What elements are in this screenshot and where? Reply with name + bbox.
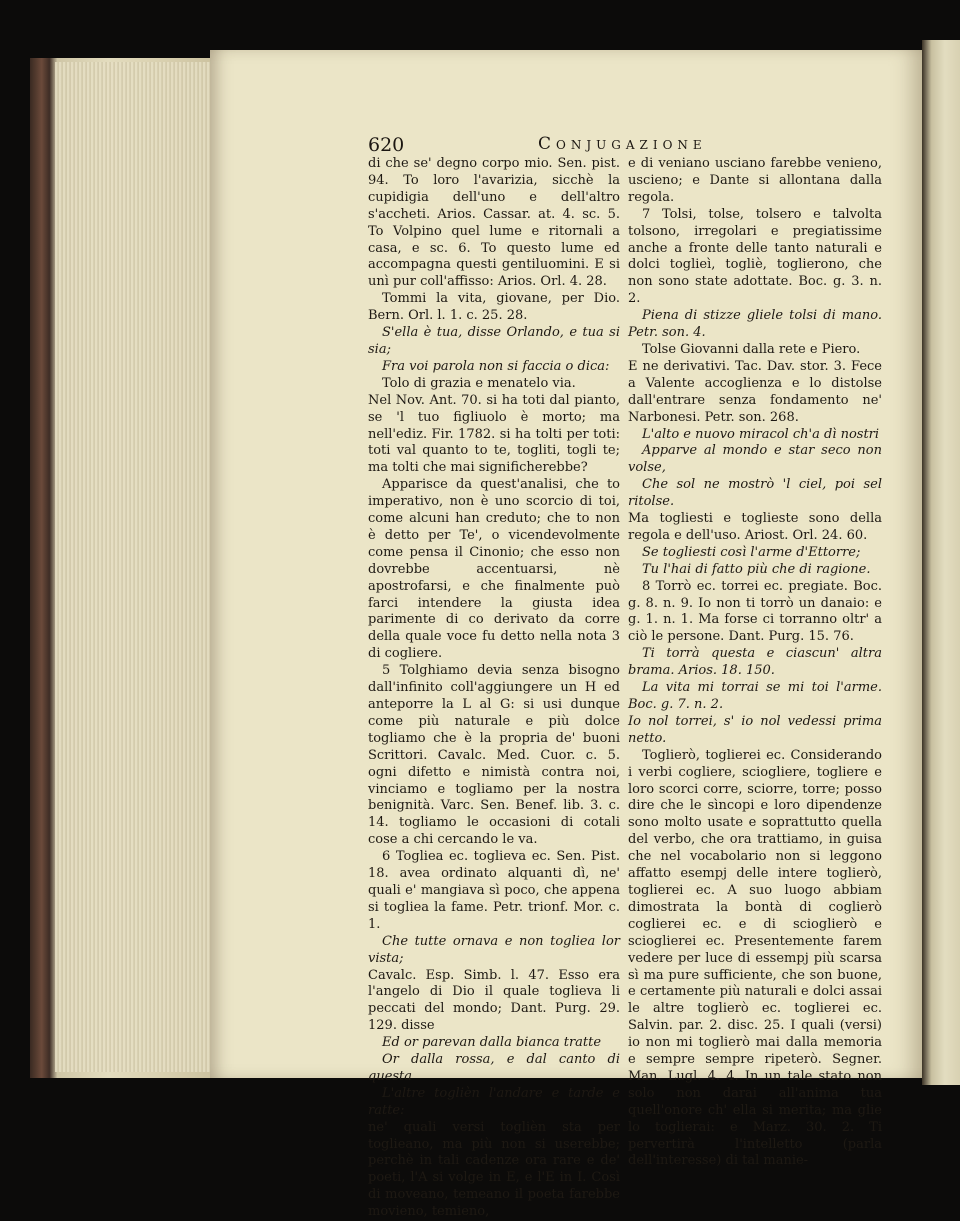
paragraph: Ti torrà questa e ciascun' altra brama. Arios. 18. 150. bbox=[628, 646, 882, 679]
paragraph: 7 Tolsi, tolse, tolsero e talvolta tolsono, irregolari e pregiatissime anche a fronte delle tanto naturali e dolci toglieì, togliè, toglierono, che non sono state adottate. Boc. g. 3. n. 2. bbox=[628, 206, 882, 307]
paragraph: Nel Nov. Ant. 70. si ha toti dal pianto, se 'l tuo figliuolo è morto; ma nell'ediz. Fir. 1782. si ha tolti per toti: toti val quanto to te, togliti, togli te; ma tolti che mai significherebbe? bbox=[368, 392, 620, 476]
stacked-leaves bbox=[55, 62, 225, 1072]
paragraph: Apparisce da quest'analisi, che to imperativo, non è uno scorcio di toi, come alcuni han creduto; che to non è detto per Te', o vicendevolmente come pensa il Cinonio; che esso non dovrebbe accentuarsi, nè apostrofarsi, e che finalmente può farci intendere la giusta idea parimente di co derivato da corre della quale voce fu detto nella nota 3 di cogliere. bbox=[368, 477, 620, 662]
paragraph: Tu l'hai di fatto più che di ragione. bbox=[642, 561, 871, 577]
paragraph: Apparve al mondo e star seco non volse, bbox=[628, 443, 882, 476]
paragraph: Ed or parevan dalla bianca tratte bbox=[382, 1035, 602, 1051]
paragraph: Se togliesti così l'arme d'Ettorre; bbox=[642, 544, 861, 560]
page-number: 620 bbox=[368, 134, 405, 156]
paragraph: Io nol torrei, s' io nol vedessi prima netto. bbox=[628, 713, 882, 746]
paragraph: Che sol ne mostrò 'l ciel, poi sel ritolse. bbox=[628, 477, 882, 510]
paragraph: e di veniano usciano farebbe venieno, uscieno; e Dante si allontana dalla regola. bbox=[628, 156, 882, 205]
paragraph: E ne derivativi. Tac. Dav. stor. 3. Fece a Valente accoglienza e lo distolse dall'entrare senza fondamento ne' Narbonesi. Petr. son. 268. bbox=[628, 358, 882, 425]
paragraph: Ma togliesti e toglieste sono della regola e dell'uso. Ariost. Orl. 24. 60. bbox=[628, 511, 882, 543]
paragraph: S'ella è tua, disse Orlando, e tua si sia; bbox=[368, 325, 620, 357]
paragraph: Che tutte ornava e non togliea lor vista; bbox=[368, 933, 620, 966]
paragraph: Tommi la vita, giovane, per Dio. Bern. Orl. l. 1. c. 25. 28. bbox=[368, 291, 620, 324]
paragraph: 6 Togliea ec. toglieva ec. Sen. Pist. 18. avea ordinato alquanti dì, ne' quali e' mangiava sì poco, che appena si togliea la fame. Petr. trionf. Mor. c. 1. bbox=[368, 849, 620, 932]
paragraph: Tolse Giovanni dalla rete e Piero. bbox=[642, 341, 861, 357]
paragraph: La vita mi torrai se mi toi l'arme. Boc. g. 7. n. 2. bbox=[628, 680, 882, 712]
paragraph: 8 Torrò ec. torrei ec. pregiate. Boc. g. 8. n. 9. Io non ti torrò un danaio: e g. 1. n. 1. Ma forse ci torranno oltr' a ciò le persone. Dant. Purg. 15. 76. bbox=[628, 578, 882, 645]
paragraph: di che se' degno corpo mio. Sen. pist. 94. To loro l'avarizia, sicchè la cupidigia dell'uno e dell'altro s'accheti. Arios. Cassar. at. 4. sc. 5. To Volpino quel lume e ritornali a casa, e sc. 6. To questo lume ed accompagna questi gentiluomini. E si unì pur coll'affisso: Arios. Orl. 4. 28. bbox=[368, 156, 620, 290]
paragraph: Tolo di grazia e menatelo via. bbox=[382, 375, 576, 391]
paragraph: L'alto e nuovo miracol ch'a dì nostri bbox=[642, 426, 880, 442]
left-text-column bbox=[368, 156, 620, 1220]
paragraph: Toglierò, toglierei ec. Considerando i verbi cogliere, sciogliere, togliere e loro scorci corre, sciorre, torre; posso dire che le sìncopi e loro dipendenze sono molto usate e soprattutto quella del verbo, che ora trattiamo, in guisa che nel vocabolario non si leggono affatto esempj delle intere toglierò, toglierei ec. A suo luogo abbiam dimostrata la bontà di coglierò coglierei ec. e di scioglierò e scioglierei ec. Presentemente farem vedere per luce di essempj più scarsa sì ma pure sufficiente, che son buone, e certamente più naturali e dolci assai le altre toglierò ec. toglierei ec. Salvin. par. 2. disc. 25. I quali (versi) io non mi toglierò mai dalla memoria e sempre sempre ripeterò. Segner. Man. Lugl. 4. 4. In un tale stato non solo non darai all'anima tua quell'onore ch' ella si merita; ma glie lo toglierai: e Marz. 30. 2. Ti pervertirà l'intelletto (parla dell'interesse) di tal manie- bbox=[628, 747, 882, 1169]
paragraph: Fra voi parola non si faccia o dica: bbox=[382, 358, 610, 374]
paragraph: 5 Tolghiamo devia senza bisogno dall'infinito coll'aggiungere un H ed anteporre la L al G: si usi dunque come più naturale e più dolce togliamo che è la propria de' buoni Scrittori. Cavalc. Med. Cuor. c. 5. ogni difetto e nimistà contra noi, vinciamo e togliamo per la nostra benignità. Varc. Sen. Benef. lib. 3. c. 14. togliamo le occasioni di cotali cose a chi cercando le va. bbox=[368, 663, 620, 848]
paragraph: Or dalla rossa, e dal canto di questa bbox=[368, 1052, 620, 1084]
paragraph: L'altre toglièn l'andare e tarde e ratte: bbox=[368, 1085, 620, 1118]
page-title: Conjugazione bbox=[538, 134, 707, 154]
paragraph: ne' quali versi toglièn sta per toglieano, ma più non si userebbe; perchè in tali cadenze ora rare e de' poeti, l'A si volge in E, e l'E in I. Così di moveano, temeano il poeta farebbe movieno, temieno, bbox=[368, 1119, 620, 1220]
paragraph: Cavalc. Esp. Simb. l. 47. Esso era l'angelo di Dio il quale toglieva li peccati del mondo; Dant. Purg. 29. 129. disse bbox=[368, 967, 620, 1034]
facing-page-edge bbox=[922, 40, 960, 1085]
right-text-column bbox=[628, 156, 882, 1169]
paragraph: Piena di stizze gliele tolsi di mano. Petr. son. 4. bbox=[628, 308, 882, 341]
